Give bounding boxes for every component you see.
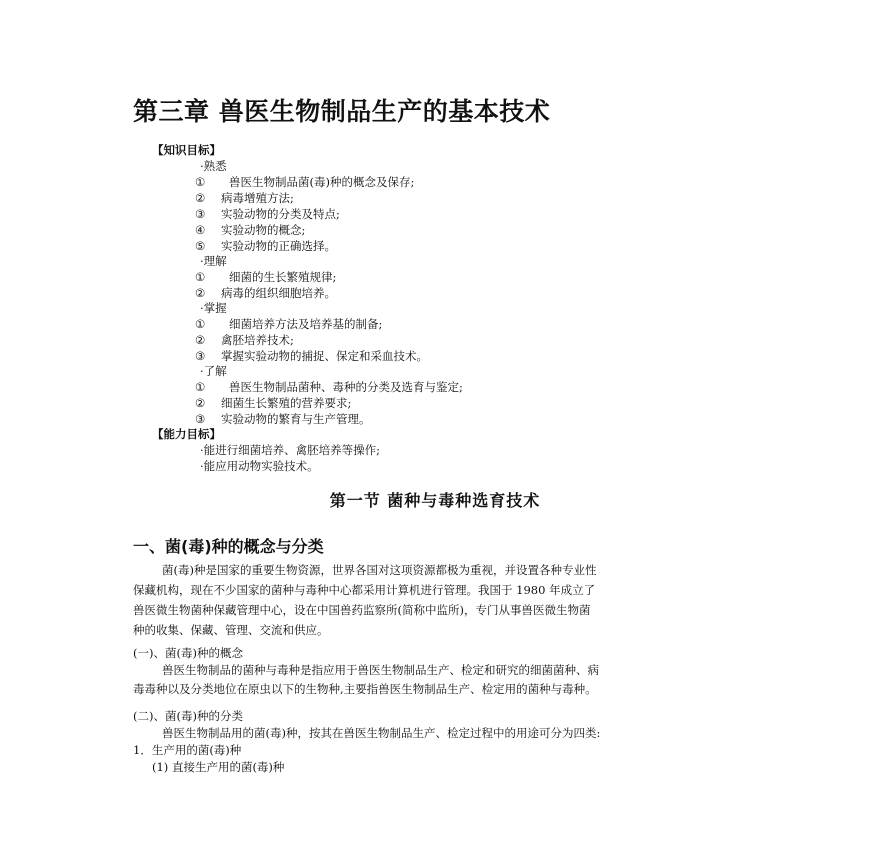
familiar-label: ·熟悉 xyxy=(200,159,227,173)
list-item: ② 禽胚培养技术; xyxy=(195,333,294,347)
ability-objectives-heading: 【能力目标】 xyxy=(152,427,221,441)
paragraph-line: 毒毒种以及分类地位在原虫以下的生物种,主要指兽医生物制品生产、检定用的菌种与毒种。 xyxy=(133,682,597,696)
list-item: ① 兽医生物制品菌种、毒种的分类及选育与鉴定; xyxy=(195,380,463,394)
subheading: (二)、菌(毒)种的分类 xyxy=(133,709,243,723)
list-item: ① 细菌的生长繁殖规律; xyxy=(195,270,337,284)
list-item: ⑤ 实验动物的正确选择。 xyxy=(195,239,336,253)
list-item: ③ 掌握实验动物的捕捉、保定和采血技术。 xyxy=(195,349,428,363)
paragraph-line: 保藏机构，现在不少国家的菌种与毒种中心都采用计算机进行管理。我国于 1980 年成立了 xyxy=(133,583,596,597)
list-item: ① 细菌培养方法及培养基的制备; xyxy=(195,317,383,331)
section-title: 第一节 菌种与毒种选育技术 xyxy=(329,491,541,510)
list-item: ② 病毒增殖方法; xyxy=(195,191,294,205)
know-label: ·了解 xyxy=(200,364,227,378)
master-label: ·掌握 xyxy=(200,301,227,315)
list-item: ② 病毒的组织细胞培养。 xyxy=(195,286,336,300)
subheading: (一)、菌(毒)种的概念 xyxy=(133,646,243,660)
understand-label: ·理解 xyxy=(200,254,227,268)
list-item: ③ 实验动物的繁育与生产管理。 xyxy=(195,412,371,426)
paragraph-line: 兽医生物制品用的菌(毒)种，按其在兽医生物制品生产、检定过程中的用途可分为四类: xyxy=(162,726,601,740)
paragraph-line: 菌(毒)种是国家的重要生物资源，世界各国对这项资源都极为重视，并设置各种专业性 xyxy=(162,563,597,577)
list-item: ·能进行细菌培养、禽胚培养等操作; xyxy=(200,443,381,457)
list-item: ·能应用动物实验技术。 xyxy=(200,459,319,473)
list-item: ② 细菌生长繁殖的营养要求; xyxy=(195,396,352,410)
numbered-item: 1．生产用的菌(毒)种 xyxy=(133,743,242,757)
list-item: ③ 实验动物的分类及特点; xyxy=(195,207,340,221)
chapter-title: 第三章 兽医生物制品生产的基本技术 xyxy=(133,97,551,126)
list-item: ④ 实验动物的概念; xyxy=(195,223,306,237)
heading-1: 一、菌(毒)种的概念与分类 xyxy=(133,537,324,556)
list-item: ① 兽医生物制品菌(毒)种的概念及保存; xyxy=(195,175,415,189)
paragraph-line: 兽医微生物菌种保藏管理中心，设在中国兽药监察所(简称中监所)，专门从事兽医微生物菌 xyxy=(133,603,591,617)
paragraph-line: 兽医生物制品的菌种与毒种是指应用于兽医生物制品生产、检定和研究的细菌菌种、病 xyxy=(162,663,599,677)
paragraph-line: 种的收集、保藏、管理、交流和供应。 xyxy=(133,623,329,637)
knowledge-objectives-heading: 【知识目标】 xyxy=(152,143,221,157)
numbered-item: (1) 直接生产用的菌(毒)种 xyxy=(152,760,285,774)
